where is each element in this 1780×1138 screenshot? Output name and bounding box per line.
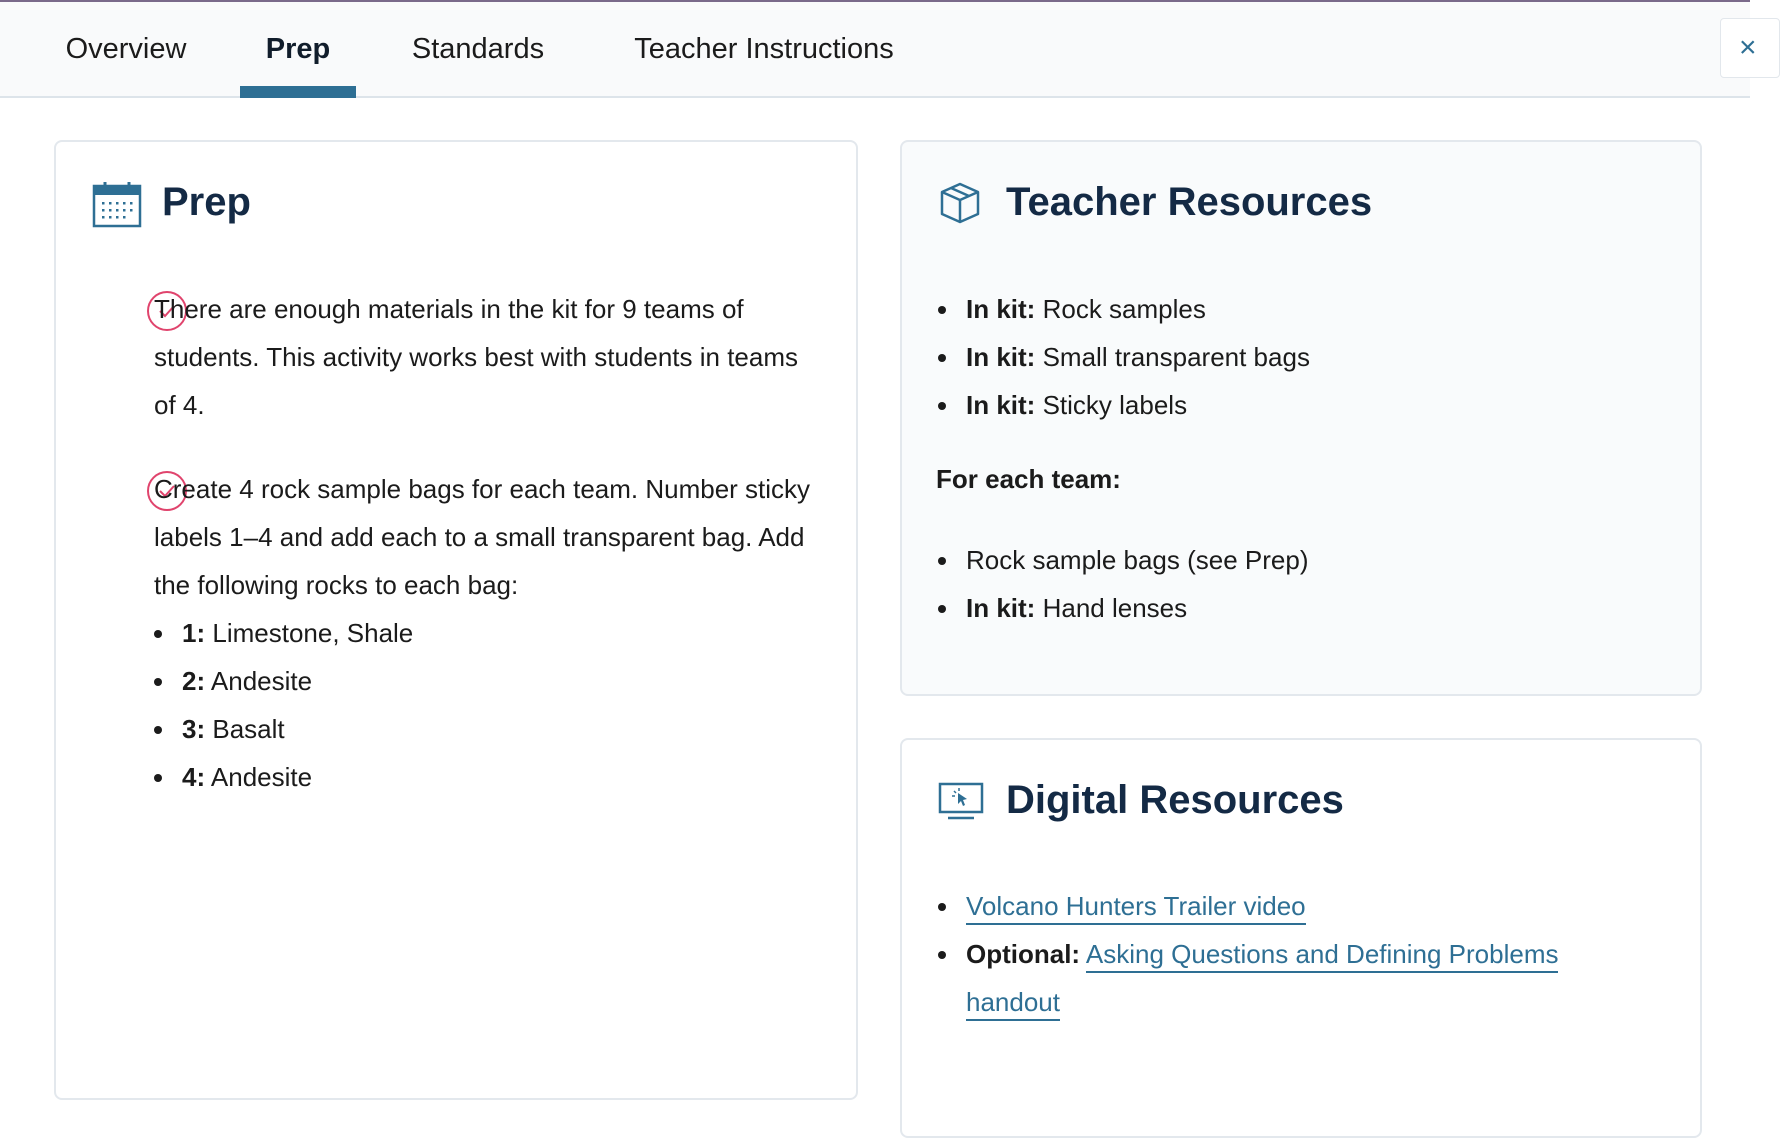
- list-item: 2: Andesite: [152, 657, 413, 705]
- tab-bar: [0, 2, 1757, 98]
- list-item: 1: Limestone, Shale: [152, 609, 413, 657]
- digital-resources-card: [900, 738, 1702, 1138]
- monitor-cursor-icon: [938, 782, 984, 822]
- trailer-video-link[interactable]: Volcano Hunters Trailer video: [966, 891, 1306, 925]
- tab-label: Teacher Instructions: [634, 32, 894, 65]
- team-list: [936, 536, 1308, 632]
- list-item: Rock sample bags (see Prep): [936, 536, 1308, 584]
- tab-overview[interactable]: [40, 2, 212, 96]
- tab-label: Prep: [265, 32, 331, 65]
- teacher-resources-title: Teacher Resources: [1006, 180, 1373, 224]
- list-item: In kit: Hand lenses: [936, 584, 1308, 632]
- digital-resources-title: Digital Resources: [1006, 778, 1344, 822]
- list-item: [936, 882, 1576, 930]
- prep-card: [54, 140, 858, 1100]
- prep-step-2: Create 4 rock sample bags for each team. Number sticky labels 1–4 and add each to a small transparent bag. Add the following rocks to each bag:: [154, 474, 811, 600]
- list-item: In kit: Small transparent bags: [936, 333, 1310, 381]
- kit-list: [936, 285, 1310, 429]
- tab-prep[interactable]: [240, 2, 356, 96]
- list-item: Optional: Asking Questions and Defining Problems handout: [936, 930, 1576, 1026]
- tab-standards[interactable]: [392, 2, 564, 96]
- prep-title: Prep: [162, 180, 251, 224]
- box-icon: [938, 180, 982, 226]
- handout-link[interactable]: Asking Questions and Defining Problems handout: [966, 939, 1558, 1021]
- active-tab-indicator: [240, 86, 356, 98]
- tab-label: Overview: [65, 32, 187, 65]
- close-button[interactable]: [1720, 18, 1780, 78]
- tab-label: Standards: [411, 32, 545, 65]
- calendar-icon: [92, 182, 142, 228]
- list-item: 3: Basalt: [152, 705, 413, 753]
- close-icon: ×: [1739, 31, 1757, 64]
- teacher-resources-card: [900, 140, 1702, 696]
- list-item: In kit: Rock samples: [936, 285, 1310, 333]
- list-item: In kit: Sticky labels: [936, 381, 1310, 429]
- team-heading: For each team:: [936, 464, 1121, 494]
- prep-step-1: There are enough materials in the kit for 9 teams of students. This activity works best with students in teams of 4.: [154, 294, 799, 420]
- rock-bag-list: [152, 609, 413, 801]
- tab-teacher-instructions[interactable]: [612, 2, 916, 96]
- list-item: 4: Andesite: [152, 753, 413, 801]
- digital-list: [936, 882, 1576, 1026]
